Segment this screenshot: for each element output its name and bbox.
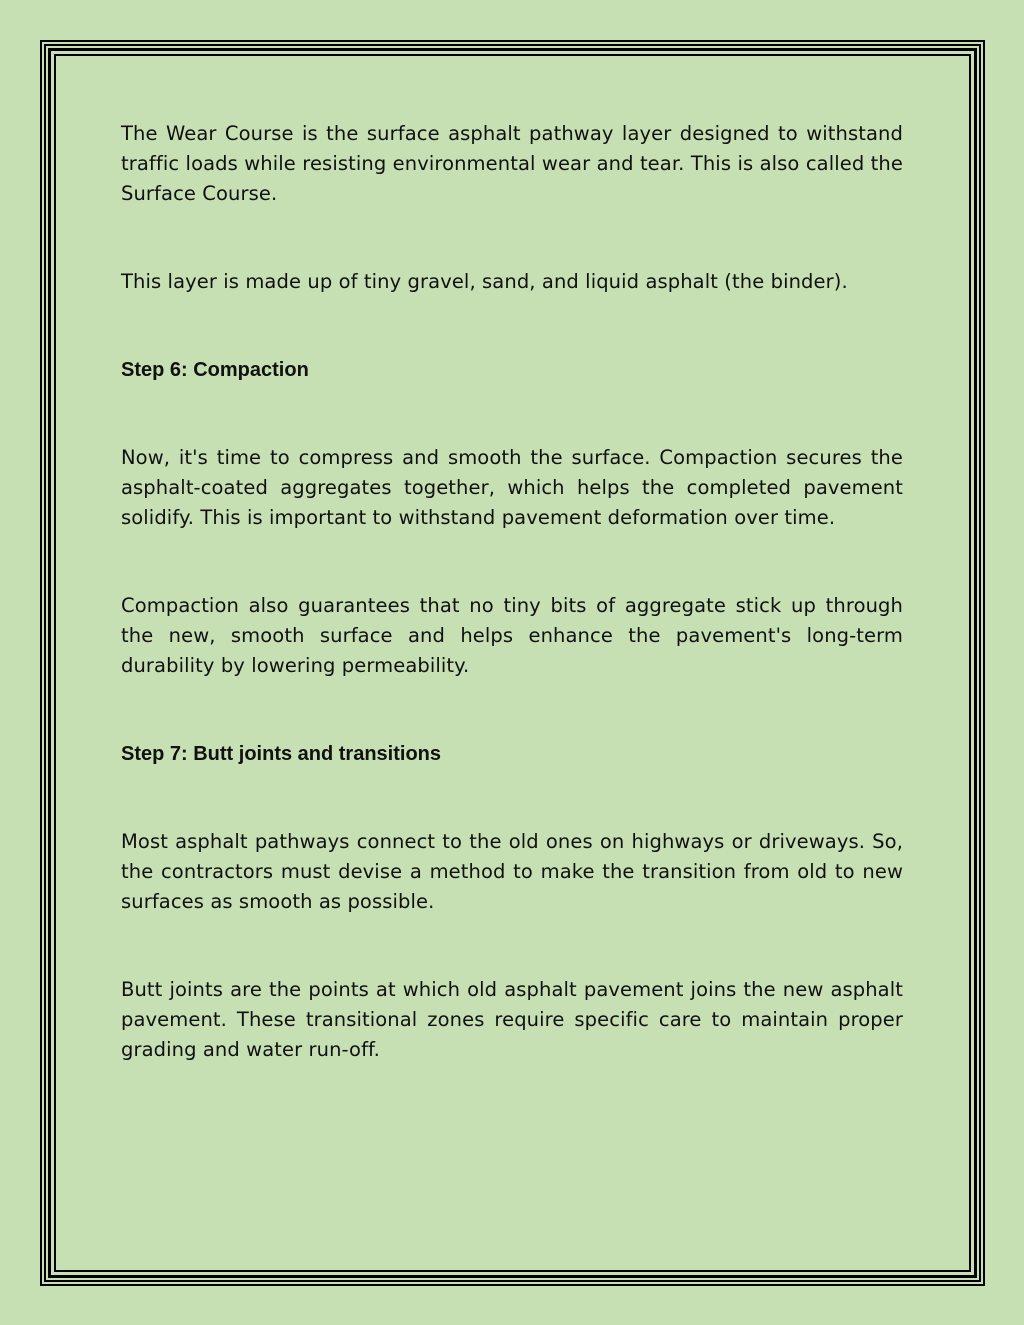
paragraph-butt-joints: Butt joints are the points at which old asphalt pavement joins the new asphalt pavement. These transitional zones require specific care to maintain proper grading and water run-off. [121,978,903,1061]
paragraph-compaction-benefits: Compaction also guarantees that no tiny bits of aggregate stick up through the new, smooth surface and helps enhance the pavement's long-term durability by lowering permeability. [121,594,903,677]
heading-step-6: Step 6: Compaction [121,359,309,381]
heading-step-7: Step 7: Butt joints and transitions [121,743,442,765]
document-body [121,119,903,1065]
paragraph-compaction-intro: Now, it's time to compress and smooth the surface. Compaction secures the asphalt-coated aggregates together, which helps the completed pavement solidify. This is important to withstand pavement deformation over time. [121,446,903,529]
paragraph-wear-course: The Wear Course is the surface asphalt pathway layer designed to withstand traffic loads while resisting environmental wear and tear. This is also called the Surface Course. [121,122,903,205]
paragraph-layer-materials: This layer is made up of tiny gravel, sand, and liquid asphalt (the binder). [121,270,848,293]
paragraph-transitions: Most asphalt pathways connect to the old ones on highways or driveways. So, the contractors must devise a method to make the transition from old to new surfaces as smooth as possible. [121,830,903,913]
